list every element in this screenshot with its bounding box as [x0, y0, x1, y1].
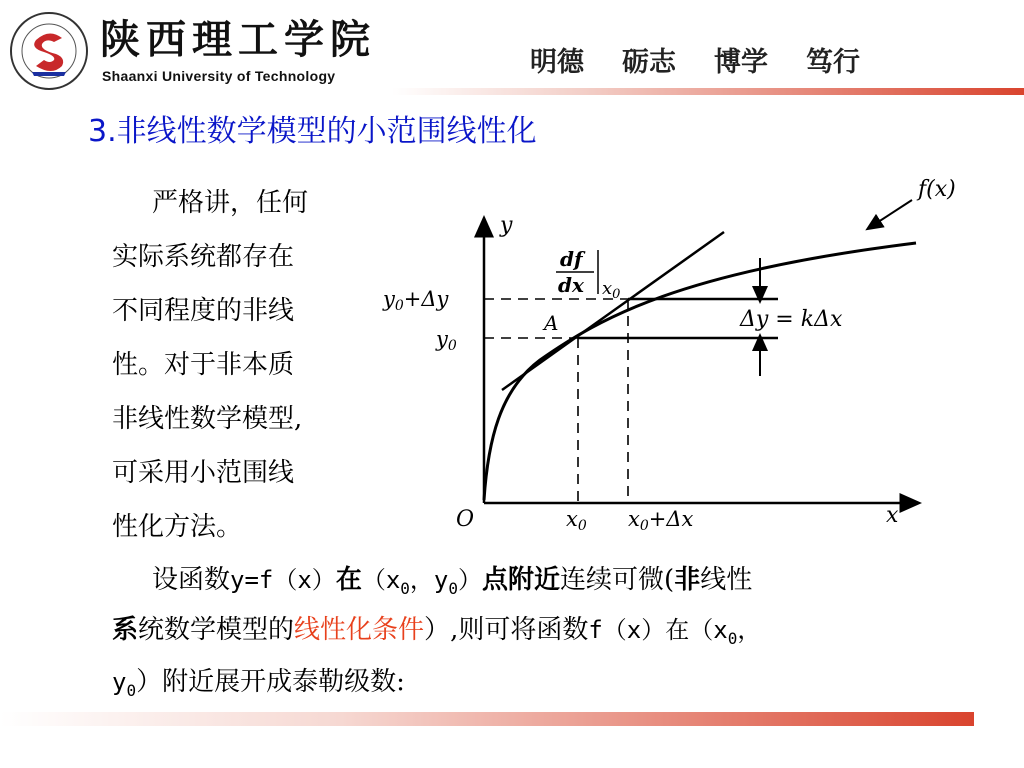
motto-word: 博学 — [714, 47, 768, 78]
point-a-label: A — [544, 311, 559, 335]
x0-dx-label: x0+Δx — [628, 507, 694, 534]
y-axis-label: y — [500, 213, 513, 238]
highlight-linearization-condition: 线性化条件 — [294, 615, 425, 645]
text-fragment: ）附近展开成泰勒级数: — [136, 667, 405, 697]
text-fragment: 线性 — [700, 565, 753, 595]
derivative-at-label: $x_0$ — [602, 278, 621, 302]
dy-equation: Δy = kΔx — [740, 307, 843, 332]
motto-word: 砺志 — [622, 47, 676, 78]
intro-paragraph — [112, 176, 374, 554]
school-name-cn: 陕西理工学院 — [100, 16, 376, 63]
header-divider — [392, 88, 1024, 95]
origin-label: O — [456, 507, 475, 532]
derivative-denominator: dx — [558, 273, 584, 297]
motto-word: 明德 — [530, 47, 584, 78]
paragraph-line: 非线性数学模型, — [112, 404, 303, 434]
text-fragment: 系 — [112, 615, 139, 645]
text-fragment: y=f（x） — [230, 566, 336, 594]
text-fragment: $y_0$ — [112, 668, 137, 700]
text-fragment: 非 — [674, 565, 701, 595]
text-fragment: 在 — [335, 565, 362, 595]
curve-pointer-arrow — [872, 200, 912, 226]
derivative-numerator: df — [560, 247, 583, 271]
slide-title: 3.非线性数学模型的小范围线性化 — [88, 114, 537, 149]
linearization-diagram — [370, 175, 990, 535]
x-axis-label: x — [886, 503, 899, 528]
text-fragment: f（x） — [588, 616, 666, 644]
university-seal-logo — [8, 10, 90, 92]
text-fragment: 设函数 — [152, 565, 231, 595]
function-curve — [484, 243, 916, 500]
text-line-1 — [152, 560, 752, 600]
text-fragment: （$x_0$，$y_0$） — [361, 566, 483, 598]
school-name-en: Shaanxi University of Technology — [102, 68, 336, 84]
school-motto — [530, 40, 860, 79]
linearization-figure — [370, 175, 990, 535]
text-fragment: ,则可将函数 — [450, 615, 589, 645]
footer-divider — [0, 712, 974, 726]
y0-label: y0 — [436, 327, 457, 354]
text-fragment: 连续可微( — [560, 565, 675, 595]
x0-label: x0 — [566, 507, 587, 534]
text-fragment: 点附近 — [482, 565, 561, 595]
curve-label: f(x) — [918, 177, 956, 202]
motto-word: 笃行 — [806, 47, 860, 78]
text-line-2 — [112, 610, 761, 650]
y0-dy-label: y0+Δy — [383, 287, 449, 314]
paragraph-line: 实际系统都存在 — [112, 242, 295, 272]
tangent-line — [502, 232, 724, 390]
paragraph-line: 性化方法。 — [112, 512, 243, 542]
paragraph-line: 性。对于非本质 — [112, 350, 295, 380]
text-fragment: 统数学模型的 — [138, 615, 295, 645]
paragraph-line: 可采用小范围线 — [112, 458, 295, 488]
text-fragment: ） — [424, 615, 451, 645]
paragraph-line: 严格讲，任何 — [152, 188, 309, 218]
text-fragment: 在（$x_0$， — [665, 616, 762, 648]
paragraph-line: 不同程度的非线 — [112, 296, 295, 326]
text-line-3 — [112, 662, 405, 702]
